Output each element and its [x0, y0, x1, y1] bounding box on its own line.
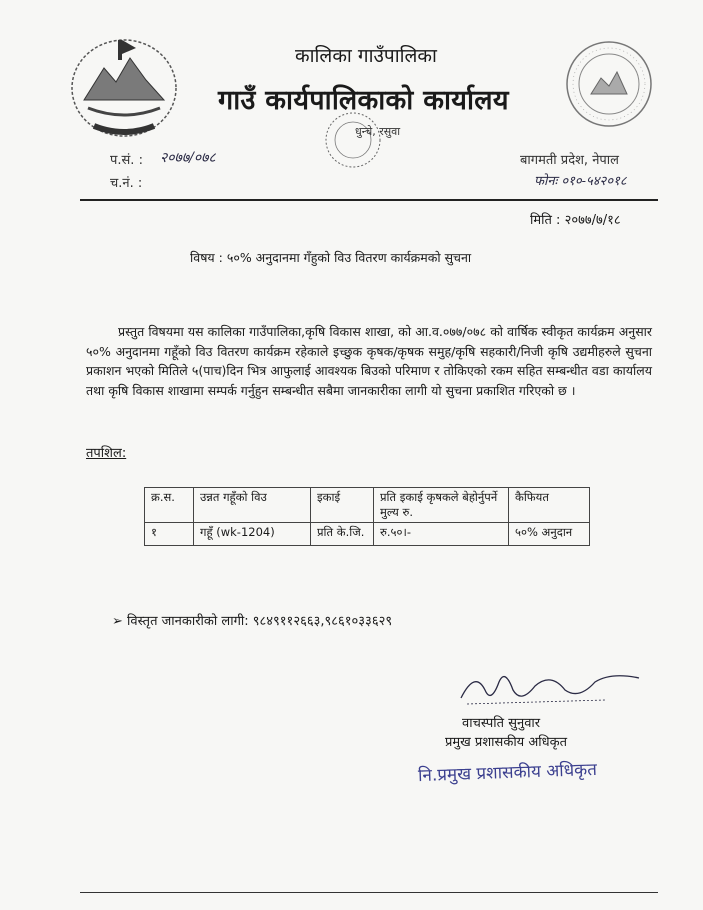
notice-body: प्रस्तुत विषयमा यस कालिका गाउँपालिका,कृषि विकास शाखा, को आ.व.०७७/०७८ को वार्षिक स्वीकृत कार्यक्रम अनुसार ५०% अनुदानमा गहूँको विउ वितरण कार्यक्रम रहेकाले इच्छुक कृषक/कृषक समुह/कृषि सहकारी/निजी कृषि उद्यमीहरुले सुचना प्रकाशन भएको मितिले ५(पाच)दिन भित्र आफुलाई आवश्यक बिउको परिमाण र तोकिएको रकम सहित सम्बन्धीत वडा कार्यालय तथा कृषि विकास शाखामा सम्पर्क गर्नुहुन सम्बन्धीत सबैमा जानकारीका लागी यो सुचना प्रकाशित गरिएको छ ।: [86, 324, 652, 398]
table-cell: रु.५०।-: [374, 523, 509, 546]
signatory-title: प्रमुख प्रशासकीय अधिकृत: [445, 735, 568, 750]
nepal-emblem-logo: [64, 30, 184, 142]
table-cell: प्रति के.जि.: [311, 523, 374, 546]
table-cell: गहूँ (wk-1204): [194, 523, 311, 546]
details-table: [144, 487, 590, 546]
subject-line: विषय : ५०% अनुदानमा गँहुको विउ वितरण कार्यक्रमको सुचना: [190, 250, 472, 265]
table-header-row: [145, 488, 590, 523]
municipality-name: कालिका गाउँपालिका: [295, 45, 437, 67]
office-title: गाउँ कार्यपालिकाको कार्यालय: [218, 85, 509, 116]
ref-value: २०७७/०७८: [160, 150, 216, 166]
handwritten-signature: [455, 660, 645, 710]
table-header-cell: इकाई: [311, 488, 374, 523]
place-name: धुन्चे, रसुवा: [355, 125, 401, 138]
phone-text: फोनः ०१०-५४२०१८: [534, 174, 627, 189]
table-header-cell: उन्नत गहूँको विउ: [194, 488, 311, 523]
table-header-cell: प्रति इकाई कृषकले बेहोर्नुपर्ने मुल्य रु.: [374, 488, 509, 523]
dispatch-label: च.नं. :: [110, 176, 143, 191]
footer-divider: [80, 892, 658, 893]
province-text: बागमती प्रदेश, नेपाल: [520, 153, 619, 168]
signatory-name: वाचस्पति सुनुवार: [462, 716, 541, 731]
ref-label: प.सं. :: [110, 153, 143, 168]
date-text: मिति : २०७७/७/१८: [530, 213, 621, 228]
table-header-cell: कैफियत: [509, 488, 590, 523]
table-cell: १: [145, 523, 194, 546]
contact-line: [112, 611, 392, 629]
details-heading: तपशिल:: [86, 446, 127, 461]
table-header-cell: क्र.स.: [145, 488, 194, 523]
arrow-bullet-icon: ➢: [112, 614, 128, 629]
municipality-seal: [565, 40, 653, 128]
designation-stamp: नि.प्रमुख प्रशासकीय अधिकृत: [417, 759, 598, 787]
office-stamp-center: [318, 110, 388, 170]
header-divider: [80, 199, 658, 201]
contact-text: विस्तृत जानकारीको लागी: ९८४९११२६६३,९८६१०३३६२९: [127, 614, 393, 629]
table-row: [145, 523, 590, 546]
table-cell: ५०% अनुदान: [509, 523, 590, 546]
